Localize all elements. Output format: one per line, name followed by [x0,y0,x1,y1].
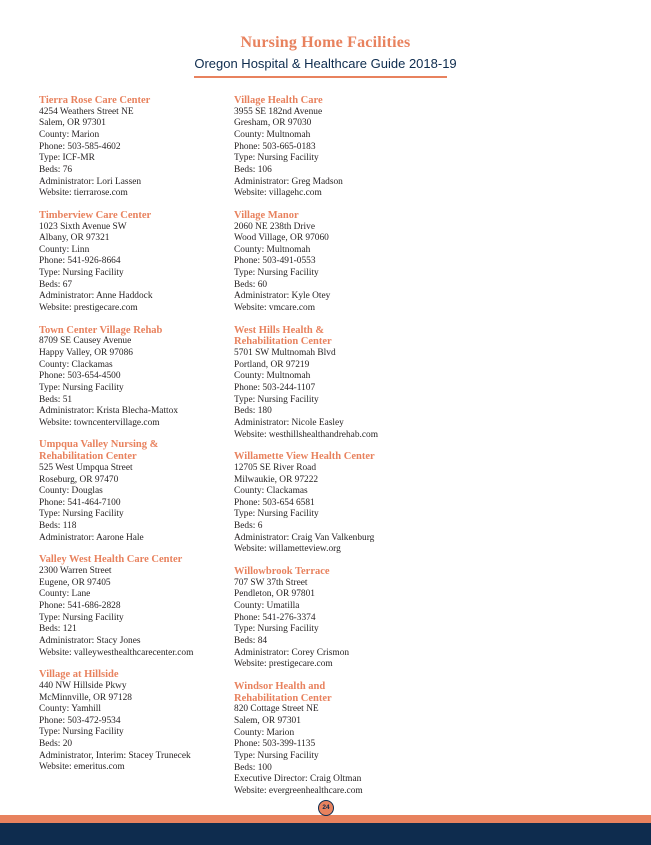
facility-detail-line: Albany, OR 97321 [39,233,110,244]
facility-detail-line: Beds: 118 [39,521,77,532]
facility-detail-line: Gresham, OR 97030 [234,118,312,129]
facility-detail-line: Wood Village, OR 97060 [234,233,329,244]
facility-detail-line: Website: willametteview.org [234,544,341,555]
facility-detail-line: Administrator: Kyle Otey [234,291,331,302]
facility-detail-line: Executive Director: Craig Oltman [234,774,362,785]
facility-name: Windsor Health and Rehabilitation Center [234,680,332,704]
facility-detail-line: County: Marion [39,130,100,141]
facility-detail-line: 820 Cottage Street NE [234,704,319,715]
facility-detail-line: Website: westhillshealthandrehab.com [234,429,378,440]
facility-listing [39,669,229,774]
facility-detail-line: Phone: 503-585-4602 [39,141,121,152]
facility-listing [39,439,229,544]
facility-name: Village Manor [234,209,299,221]
facility-detail-line: Beds: 84 [234,635,268,646]
facility-detail-line: County: Multnomah [234,130,311,141]
facility-name: Village Health Care [234,95,323,106]
facility-detail-line: Type: Nursing Facility [234,509,319,520]
facility-detail-line: Phone: 503-472-9534 [39,715,121,726]
facility-detail-line: County: Yamhill [39,704,101,715]
facility-detail-line: County: Douglas [39,486,103,497]
facility-detail-line: Beds: 100 [234,762,272,773]
facility-detail-line: Website: tierrarose.com [39,188,128,199]
facility-detail-line: Administrator: Anne Haddock [39,291,153,302]
facility-detail-line: Type: Nursing Facility [234,750,319,761]
facility-listing [39,210,229,315]
facility-detail-line: Eugene, OR 97405 [39,577,111,588]
facility-detail-line: Salem, OR 97301 [234,716,301,726]
facility-detail-line: Beds: 20 [39,739,73,750]
facility-detail-line: 1023 Sixth Avenue SW [39,221,127,232]
facility-detail-line: County: Clackamas [234,486,308,497]
facility-detail-line: Type: Nursing Facility [234,153,319,164]
facility-detail-line: Administrator: Stacy Jones [39,635,141,646]
facility-listing [234,95,424,200]
facility-detail-line: Type: Nursing Facility [39,727,124,738]
facility-detail-line: Administrator: Krista Blecha-Mattox [39,406,179,417]
facility-listing [39,554,229,659]
facility-detail-line: 4254 Weathers Street NE [39,106,134,117]
facility-detail-line: County: Multnomah [234,371,311,382]
facility-detail-line: Type: Nursing Facility [39,509,124,520]
facility-detail-line: Phone: 503-665-0183 [234,141,316,152]
facility-detail-line: Administrator: Lori Lassen [39,176,142,187]
left-column [39,95,229,784]
facility-name: Timberview Care Center [39,209,152,221]
facility-detail-line: 707 SW 37th Street [234,577,308,588]
facility-detail-line: Phone: 541-276-3374 [234,612,316,623]
facility-detail-line: Beds: 51 [39,394,73,405]
facility-detail-line: Administrator: Craig Van Valkenburg [234,532,375,543]
facility-listing [234,681,424,798]
facility-detail-line: Beds: 6 [234,521,263,532]
facility-detail-line: McMinnville, OR 97128 [39,692,132,703]
facility-detail-line: Type: Nursing Facility [234,624,319,635]
facility-name: Willowbrook Terrace [234,565,330,577]
footer-band [0,823,651,845]
facility-detail-line: County: Marion [234,727,295,738]
facility-detail-line: Pendleton, OR 97801 [234,589,315,600]
facility-detail-line: Type: Nursing Facility [39,612,124,623]
facility-detail-line: County: Clackamas [39,359,113,370]
facility-detail-line: Beds: 60 [234,279,268,290]
page-number-badge: 24 [318,800,334,816]
facility-listing [234,210,424,315]
facility-listing [234,566,424,671]
facility-name: Village at Hillside [39,669,119,681]
facility-detail-line: 440 NW Hillside Pkwy [39,680,127,691]
facility-name: Valley West Health Care Center [39,554,183,566]
facility-detail-line: 12705 SE River Road [234,462,317,473]
facility-listing [234,451,424,556]
facility-detail-line: Administrator: Greg Madson [234,176,343,187]
facility-detail-line: Website: vmcare.com [234,302,315,313]
facility-name: Tierra Rose Care Center [39,95,151,106]
facility-detail-line: County: Lane [39,589,91,600]
facility-detail-line: Website: prestigecare.com [39,302,138,313]
page-subtitle: Oregon Hospital & Healthcare Guide 2018-19 [194,56,457,71]
facility-detail-line: 2300 Warren Street [39,566,112,577]
right-column [234,95,424,807]
facility-detail-line: Roseburg, OR 97470 [39,474,119,485]
facility-detail-line: Salem, OR 97301 [39,118,106,129]
facility-detail-line: Beds: 76 [39,164,73,175]
facility-detail-line: 525 West Umpqua Street [39,462,133,473]
facility-detail-line: Phone: 503-399-1135 [234,739,316,750]
facility-detail-line: 8709 SE Causey Avenue [39,336,132,347]
facility-detail-line: Administrator: Corey Crismon [234,647,350,658]
facility-detail-line: Phone: 503-654-4500 [39,371,121,382]
facility-detail-line: Beds: 121 [39,624,77,635]
facility-detail-line: County: Multnomah [234,244,311,255]
facility-name: Umpqua Valley Nursing & Rehabilitation Center [39,439,159,463]
facility-detail-line: Administrator, Interim: Stacey Trunecek [39,750,191,761]
facility-detail-line: Type: Nursing Facility [39,382,124,393]
facility-detail-line: Phone: 503-491-0553 [234,256,316,267]
facility-detail-line: Type: ICF-MR [39,153,95,164]
facility-detail-line: Portland, OR 97219 [234,359,310,370]
facility-detail-line: Website: prestigecare.com [234,659,333,670]
facility-listing [39,325,229,430]
facility-name: Willamette View Health Center [234,451,375,463]
facility-detail-line: Beds: 67 [39,279,73,290]
facility-detail-line: Website: valleywesthealthcarecenter.com [39,647,194,658]
facility-detail-line: 5701 SW Multnomah Blvd [234,348,336,359]
facility-detail-line: Phone: 541-686-2828 [39,601,121,612]
facility-detail-line: Milwaukie, OR 97222 [234,474,319,485]
facility-name: Town Center Village Rehab [39,324,163,336]
facility-detail-line: Beds: 106 [234,164,272,175]
facility-listing [39,95,229,200]
facility-detail-line: Website: towncentervillage.com [39,417,160,428]
facility-detail-line: Type: Nursing Facility [234,268,319,279]
facility-name: West Hills Health & Rehabilitation Center [234,324,332,348]
facility-detail-line: Phone: 503-244-1107 [234,383,316,394]
footer-accent-band [0,815,651,823]
facility-detail-line: Website: emeritus.com [39,762,125,773]
facility-detail-line: Happy Valley, OR 97086 [39,348,133,359]
facility-detail-line: 3955 SE 182nd Avenue [234,106,323,117]
page-title: Nursing Home Facilities [240,34,411,51]
facility-detail-line: Website: villagehc.com [234,188,322,199]
facility-detail-line: County: Umatilla [234,601,300,612]
facility-listing [234,325,424,442]
facility-detail-line: Administrator: Aarone Hale [39,532,144,543]
title-divider [194,76,447,78]
facility-detail-line: County: Linn [39,244,90,255]
facility-detail-line: Website: evergreenhealthcare.com [234,785,363,796]
facility-detail-line: Phone: 541-464-7100 [39,497,121,508]
facility-detail-line: Phone: 541-926-8664 [39,256,121,267]
facility-detail-line: Beds: 180 [234,406,272,417]
facility-detail-line: 2060 NE 238th Drive [234,221,315,232]
facility-detail-line: Type: Nursing Facility [39,268,124,279]
facility-detail-line: Phone: 503-654 6581 [234,497,315,508]
facility-detail-line: Type: Nursing Facility [234,394,319,405]
facility-detail-line: Administrator: Nicole Easley [234,417,344,428]
